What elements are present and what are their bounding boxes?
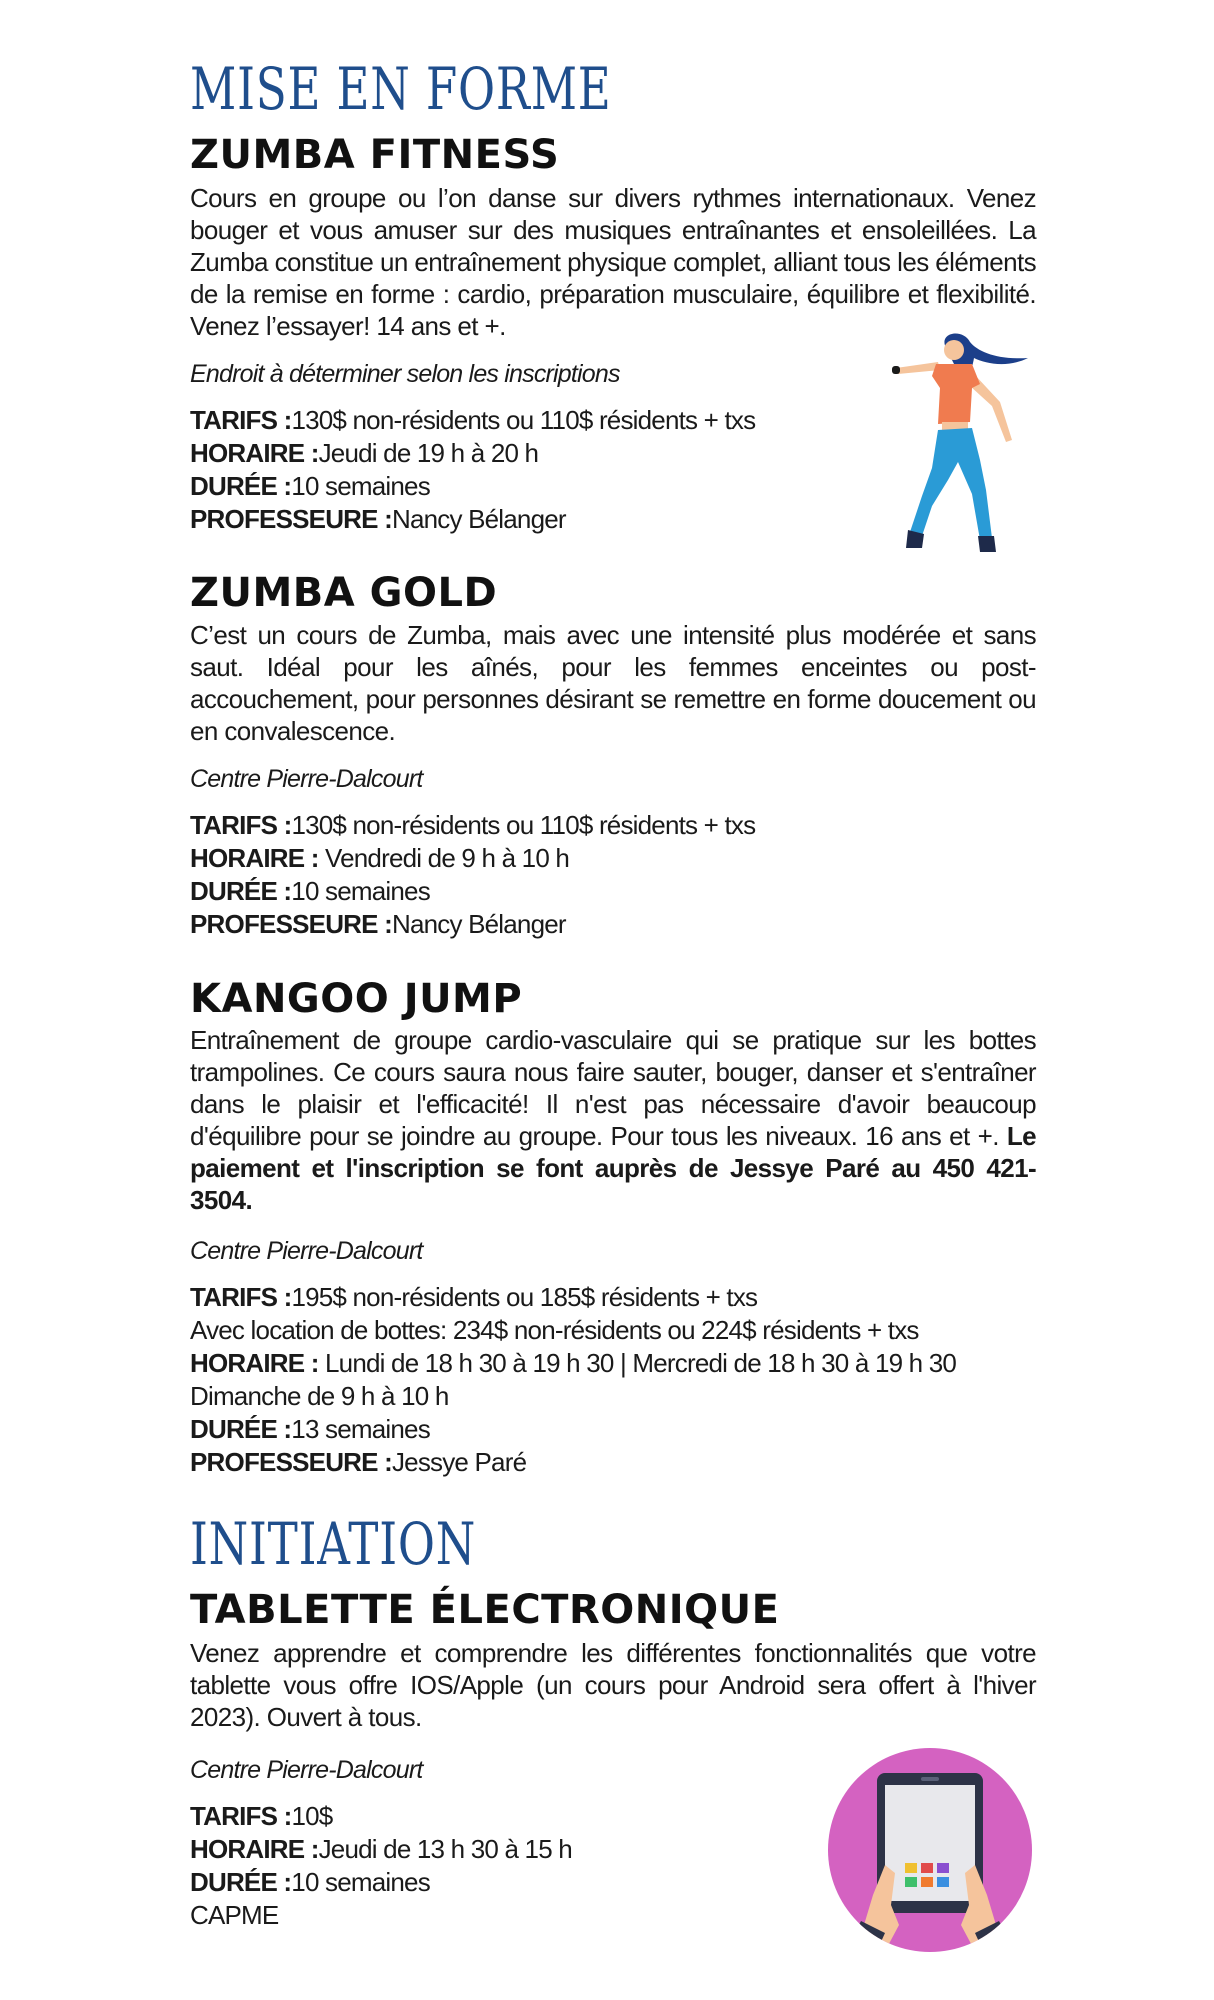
info-line-professeure <box>190 908 1036 941</box>
info-label: PROFESSEURE : <box>190 1447 392 1477</box>
info-value: Jessye Paré <box>391 1447 527 1477</box>
info-line-duree <box>190 875 1036 908</box>
info-label: TARIFS : <box>190 405 292 435</box>
description-text: Entraînement de groupe cardio-vasculaire qui se pratique sur les bottes trampolines. Ce cours saura nous faire sauter, bouger, danser et s'entraîner dans le plaisir et l'efficacité! Il n'est pas nécessaire d'avoir beaucoup d'équilibre pour se joindre au groupe. Pour tous les niveaux. 16 ans et +. <box>190 1025 1036 1151</box>
info-label: PROFESSEURE : <box>190 504 392 534</box>
course-description-zumba-fitness: Cours en groupe ou l’on danse sur divers rythmes internationaux. Venez bouger et vous amuser sur des musiques entraînantes et ensoleillées. La Zumba constitue un entraînement physique complet, alliant tous les éléments de la remise en forme : cardio, préparation musculaire, équilibre et flexibilité. Venez l’essayer! 14 ans et +. <box>190 183 1036 341</box>
info-value: 10 semaines <box>291 1867 430 1897</box>
info-line-duree <box>190 1413 1036 1446</box>
course-info-tablette <box>190 1800 790 1932</box>
info-value: 10 semaines <box>291 471 430 501</box>
info-value: Vendredi de 9 h à 10 h <box>318 843 570 873</box>
info-line-horaire <box>190 1347 1036 1380</box>
course-info-kangoo-jump <box>190 1281 1036 1479</box>
info-value: Lundi de 18 h 30 à 19 h 30 | Mercredi de 18 h 30 à 19 h 30 <box>318 1348 957 1378</box>
info-line-tarifs <box>190 1281 1036 1314</box>
info-line-organisme: CAPME <box>190 1900 279 1930</box>
info-label: DURÉE : <box>190 876 292 906</box>
info-label: DURÉE : <box>190 1867 292 1897</box>
info-value: Jeudi de 19 h à 20 h <box>318 438 539 468</box>
info-label: TARIFS : <box>190 810 292 840</box>
info-line-duree <box>190 1866 790 1899</box>
info-value: 10 semaines <box>291 876 430 906</box>
info-line-professeure <box>190 1446 1036 1479</box>
course-title-tablette: TABLETTE ÉLECTRONIQUE <box>190 1587 780 1633</box>
info-value: 195$ non-résidents ou 185$ résidents + txs <box>291 1282 758 1312</box>
info-value: Nancy Bélanger <box>391 504 566 534</box>
section-title-initiation: INITIATION <box>190 1510 477 1578</box>
info-value: 13 semaines <box>291 1414 430 1444</box>
info-label: HORAIRE : <box>190 843 319 873</box>
course-title-zumba-gold: ZUMBA GOLD <box>190 570 498 616</box>
course-location-kangoo-jump: Centre Pierre-Dalcourt <box>190 1237 423 1265</box>
description-bold-text: Le paiement et l'inscription se font auprès de Jessye Paré au 450 421-3504. <box>190 1121 1036 1215</box>
course-info-zumba-gold <box>190 809 1036 941</box>
section-title-fitness: MISE EN FORME <box>190 55 612 123</box>
info-label: DURÉE : <box>190 1414 292 1444</box>
course-description-zumba-gold: C’est un cours de Zumba, mais avec une intensité plus modérée et sans saut. Idéal pour les aînés, pour les femmes enceintes ou post-accouchement, pour personnes désirant se remettre en forme doucement ou en convalescence. <box>190 620 1036 746</box>
info-label: DURÉE : <box>190 471 292 501</box>
course-location-zumba-fitness: Endroit à déterminer selon les inscriptions <box>190 360 620 388</box>
info-line-duree <box>190 470 810 503</box>
course-title-zumba-fitness: ZUMBA FITNESS <box>190 132 560 178</box>
info-value: Nancy Bélanger <box>391 909 566 939</box>
info-line-horaire <box>190 437 810 470</box>
info-label: TARIFS : <box>190 1282 292 1312</box>
info-label: TARIFS : <box>190 1801 292 1831</box>
info-label: HORAIRE : <box>190 1834 319 1864</box>
course-description-kangoo-jump <box>190 1024 1036 1216</box>
info-line-horaire <box>190 1833 790 1866</box>
info-line-horaire-dimanche: Dimanche de 9 h à 10 h <box>190 1381 449 1411</box>
info-line-location-bottes: Avec location de bottes: 234$ non-résidents ou 224$ résidents + txs <box>190 1315 919 1345</box>
info-label: PROFESSEURE : <box>190 909 392 939</box>
course-description-tablette: Venez apprendre et comprendre les différentes fonctionnalités que votre tablette vous offre IOS/Apple (un cours pour Android sera offert à l'hiver 2023). Ouvert à tous. <box>190 1638 1036 1732</box>
course-title-kangoo-jump: KANGOO JUMP <box>190 976 523 1022</box>
hands-holding-tablet-icon <box>825 1745 1035 1955</box>
info-line-tarifs <box>190 809 1036 842</box>
info-line-tarifs <box>190 1800 790 1833</box>
course-location-tablette: Centre Pierre-Dalcourt <box>190 1756 423 1784</box>
info-line-tarifs <box>190 404 810 437</box>
info-line-professeure <box>190 503 810 536</box>
course-info-zumba-fitness <box>190 404 810 536</box>
info-label: HORAIRE : <box>190 1348 319 1378</box>
info-label: HORAIRE : <box>190 438 319 468</box>
zumba-dancer-icon <box>888 330 1038 570</box>
info-value: 130$ non-résidents ou 110$ résidents + txs <box>291 810 756 840</box>
course-location-zumba-gold: Centre Pierre-Dalcourt <box>190 765 423 793</box>
info-line-horaire <box>190 842 1036 875</box>
info-value: 130$ non-résidents ou 110$ résidents + txs <box>291 405 756 435</box>
info-value: Jeudi de 13 h 30 à 15 h <box>318 1834 572 1864</box>
info-value: 10$ <box>291 1801 333 1831</box>
